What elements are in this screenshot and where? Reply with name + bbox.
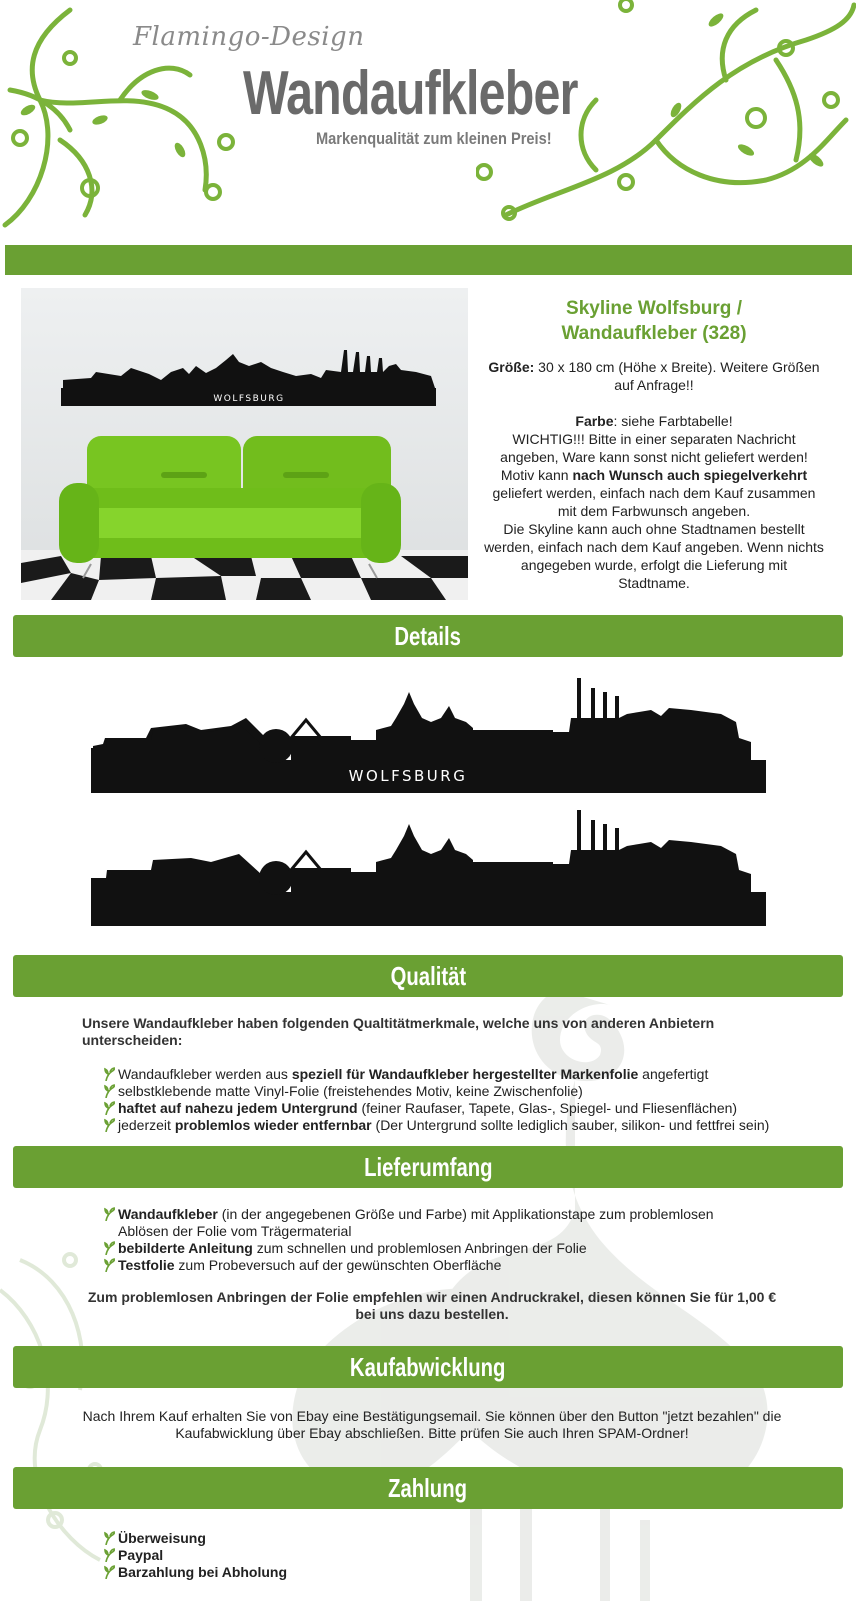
quality-item-post: (Der Untergrund sollte lediglich sauber, silikon- und fettfrei sein) — [371, 1117, 770, 1133]
skyline-caption: WOLFSBURG — [348, 767, 468, 785]
delivery-item — [103, 1257, 753, 1274]
quality-item-post: (feiner Raufaser, Tapete, Glas-, Spiegel- und Fliesenflächen) — [357, 1100, 738, 1116]
leaf-bullet-icon — [103, 1207, 115, 1221]
size-text: 30 x 180 cm (Höhe x Breite). Weitere Größen auf Anfrage!! — [538, 359, 820, 393]
product-title — [484, 296, 824, 346]
skyline-with-name-image — [91, 678, 766, 793]
payment-item — [103, 1564, 287, 1581]
leaf-bullet-icon — [103, 1241, 115, 1255]
delivery-item-bold: bebilderte Anleitung — [118, 1240, 253, 1256]
leaf-bullet-icon — [103, 1548, 115, 1562]
photo-skyline-caption: WOLFSBURG — [213, 394, 285, 404]
delivery-item-bold: Wandaufkleber — [118, 1206, 218, 1222]
quality-item — [103, 1083, 769, 1100]
quality-item — [103, 1066, 769, 1083]
leaf-bullet-icon — [103, 1101, 115, 1115]
brand-small-logo: Flamingo-Design — [133, 22, 365, 52]
brand-title-logo: Wandaufkleber — [243, 59, 578, 128]
section-bar-details — [13, 615, 843, 657]
quality-item-bold: speziell für Wandaufkleber hergestellter Markenfolie — [291, 1066, 639, 1082]
delivery-item-post: zum schnellen und problemlosen Anbringen der Folie — [252, 1240, 587, 1256]
section-bar-quality — [13, 955, 843, 997]
leaf-bullet-icon — [103, 1118, 115, 1132]
header-divider-bar — [5, 245, 852, 275]
motif-suffix: geliefert werden, einfach nach dem Kauf zusammen mit dem Farbwunsch angeben. — [492, 485, 816, 519]
section-heading-quality: Qualität — [390, 960, 466, 991]
leaf-bullet-icon — [103, 1258, 115, 1272]
green-sofa — [59, 436, 401, 578]
section-bar-checkout — [13, 1346, 843, 1388]
delivery-list — [103, 1206, 753, 1274]
size-label: Größe: — [488, 359, 535, 375]
leaf-bullet-icon — [103, 1531, 115, 1545]
leaf-bullet-icon — [103, 1067, 115, 1081]
motif-prefix: Motiv kann — [500, 467, 573, 483]
payment-item — [103, 1530, 287, 1547]
product-photo-illustration — [21, 288, 468, 600]
delivery-item-post: zum Probeversuch auf der gewünschten Oberfläche — [174, 1257, 502, 1273]
header — [0, 0, 856, 240]
section-bar-payment — [13, 1467, 843, 1509]
important-note: WICHTIG!!! Bitte in einer separaten Nachricht angeben, Ware kann sonst nicht geliefert werden! — [500, 431, 808, 465]
motif-bold: nach Wunsch auch spiegelverkehrt — [572, 467, 808, 483]
section-heading-payment: Zahlung — [388, 1472, 468, 1503]
product-description — [484, 358, 824, 592]
delivery-item — [103, 1240, 753, 1257]
quality-list — [103, 1066, 769, 1134]
product-photo — [21, 288, 468, 600]
brand-tagline: Markenqualität zum kleinen Preis! — [316, 129, 552, 148]
quality-item-post: angefertigt — [638, 1066, 709, 1082]
skyline-without-name-image — [91, 808, 766, 926]
section-heading-checkout: Kaufabwicklung — [350, 1351, 506, 1382]
payment-list — [103, 1530, 287, 1581]
product-title-line2: Wandaufkleber (328) — [561, 323, 747, 344]
color-label: Farbe — [575, 413, 614, 429]
delivery-item — [103, 1206, 753, 1240]
quality-item-pre: Wandaufkleber werden aus — [118, 1066, 292, 1082]
quality-item-pre: jederzeit — [118, 1117, 175, 1133]
quality-item-pre: selbstklebende matte Vinyl-Folie (freistehendes Motiv, keine Zwischenfolie) — [118, 1083, 583, 1099]
checkout-text: Nach Ihrem Kauf erhalten Sie von Ebay eine Bestätigungsemail. Sie können über den Button "jetzt bezahlen" die Kaufabwicklung über Ebay abschließen. Bitte prüfen Sie auch Ihren SPAM-Ordner! — [82, 1408, 782, 1441]
color-text: : siehe Farbtabelle! — [613, 413, 733, 429]
section-heading-delivery: Lieferumfang — [363, 1151, 493, 1182]
delivery-item-post: (in der angegebenen Größe und Farbe) mit Applikationstape zum problemlosen Ablösen der Folie vom Trägermaterial — [118, 1206, 714, 1239]
payment-item-bold: Überweisung — [118, 1530, 206, 1546]
skyline-option-note: Die Skyline kann auch ohne Stadtnamen bestellt werden, einfach nach dem Kauf angeben. Wenn nichts angegeben wurde, erfolgt die Lieferung mit Stadtname. — [484, 521, 824, 591]
payment-item-bold: Barzahlung bei Abholung — [118, 1564, 288, 1580]
leaf-bullet-icon — [103, 1084, 115, 1098]
quality-item-bold: haftet auf nahezu jedem Untergrund — [118, 1100, 358, 1116]
section-bar-delivery — [13, 1146, 843, 1188]
delivery-item-bold: Testfolie — [118, 1257, 175, 1273]
payment-item — [103, 1547, 287, 1564]
section-heading-details: Details — [394, 620, 462, 651]
payment-item-bold: Paypal — [118, 1547, 164, 1563]
quality-intro: Unsere Wandaufkleber haben folgenden Qualtitätmerkmale, welche uns von anderen Anbietern unterscheiden: — [82, 1015, 715, 1048]
quality-item — [103, 1100, 769, 1117]
quality-item-bold: problemlos wieder entfernbar — [174, 1117, 372, 1133]
squeegee-note: Zum problemlosen Anbringen der Folie empfehlen wir einen Andruckrakel, diesen können Sie für 1,00 € bei uns dazu bestellen. — [87, 1289, 777, 1322]
quality-item — [103, 1117, 769, 1134]
product-title-line1: Skyline Wolfsburg / — [566, 298, 742, 319]
leaf-bullet-icon — [103, 1565, 115, 1579]
